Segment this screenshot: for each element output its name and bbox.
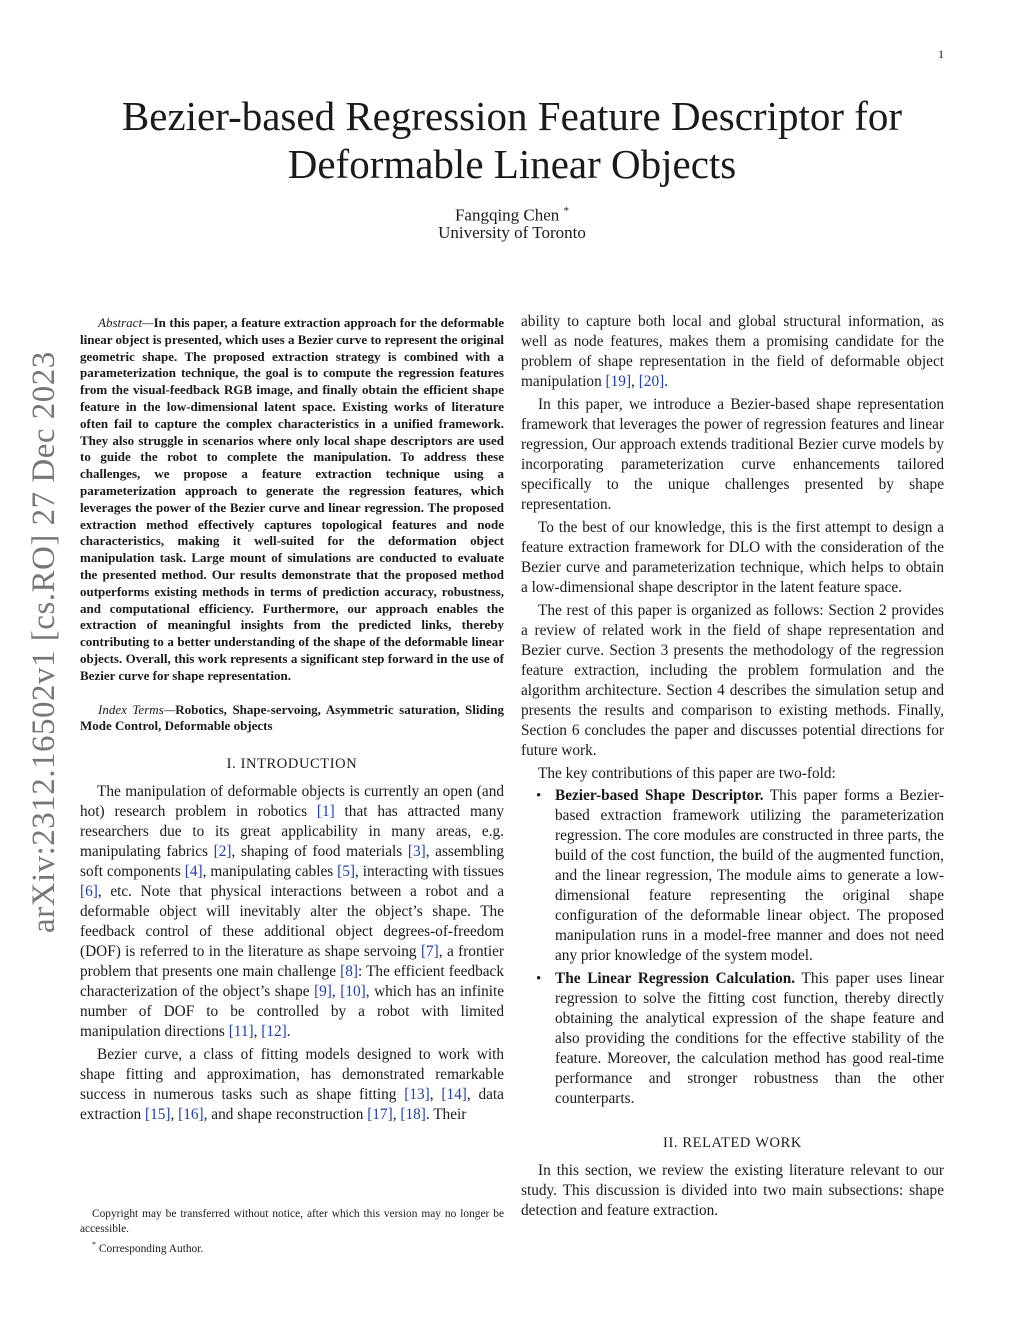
abstract [80,315,504,685]
list-item [521,786,944,966]
citation-link[interactable]: [16] [178,1106,204,1124]
page-number: 1 [938,47,944,61]
citation-link[interactable]: [18] [400,1106,426,1124]
citation-link[interactable]: [3] [407,843,426,861]
affiliation: University of Toronto [438,223,586,242]
index-terms [80,702,504,736]
right-paragraph-2: In this paper, we introduce a Bezier-based shape representation framework that leverages the power of regression features and linear regression, Our approach extends traditional Bezier curve models by incorporating parameterization curve enhancements tailored specifically to the unique challenges presented by shape representation. [521,396,944,513]
intro-paragraph-1: The manipulation of deformable objects is currently an open (and hot) research problem in robotics [1] that has attracted many researchers due to its great applicability in many areas, e.g. manipulating fabrics [2], shaping of food materials [3], assembling soft components [4], manipulating cables [5], interacting with tissues [6], etc. Note that physical interactions between a robot and a deformable object will inevitably alter the object’s shape. The feedback control of these additional object degrees-of-freedom (DOF) is referred to in the literature as shape servoing [7], a frontier problem that presents one main challenge [8]: The efficient feedback characterization of the object’s shape [9], [10], which has an infinite number of DOF to be controlled by a robot with limited manipulation directions [11], [12]. [80,783,505,1041]
right-paragraph-5: The key contributions of this paper are two-fold: [538,765,836,782]
contribution-text: This paper uses linear regression to solve the fitting cost function, thereby directly obtaining the analytical expression of the shape feature and also providing the conditions for the effective stability of the feature. Moreover, the calculation method has good real-time performance and stronger robustness than the other counterparts. [555,970,944,1107]
index-terms-text: Robotics, Shape-servoing, Asymmetric saturation, Sliding Mode Control, Deformable objects [80,701,504,734]
arxiv-stamp: arXiv:2312.16502v1 [cs.RO] 27 Dec 2023 [26,351,62,933]
citation-link[interactable]: [9] [314,983,332,1001]
section-title: RELATED WORK [682,1135,802,1151]
left-column [80,315,504,1125]
intro-paragraph-2: Bezier curve, a class of fitting models designed to work with shape fitting and approximation, has demonstrated remarkable success in numerous tasks such as shape fitting [13], [14], data extraction [15], [16], and shape reconstruction [17], [18]. Their [80,1046,504,1124]
citation-link[interactable]: [12] [261,1023,287,1041]
abstract-text: In this paper, a feature extraction approach for the deformable linear object is presented, which uses a Bezier curve to represent the original geometric shape. The proposed extraction strategy is combined with a parameterization technique, the goal is to compute the regression features from the visual-feedback RGB image, and finally obtain the efficient shape feature in the low-dimensional latent space. Existing works of literature often fail to capture the complex characteristics in a unified framework. They also struggle in scenarios where only local shape descriptors are used to guide the robot to complete the manipulation. To address these challenges, we propose a feature extraction technique using a parameterization approach to generate the regression features, which leverages the power of the Bezier curve and linear regression. The proposed extraction method effectively captures topological features and node characteristics, making it well-suited for the deformation object manipulation task. Large mount of simulations are conducted to evaluate the presented method. Our results demonstrate that the proposed method outperforms existing methods in terms of prediction accuracy, robustness, and computational efficiency. Furthermore, our approach enables the extraction of meaningful insights from the predicted links, thereby contributing to a better understanding of the shape of the deformable linear objects. Overall, this work represents a significant step forward in the use of Bezier curve for shape representation. [80,315,504,683]
section-heading-related-work [521,1133,944,1153]
citation-link[interactable]: [11] [228,1023,254,1041]
citation-link[interactable]: [6] [80,883,98,901]
citation-link[interactable]: [1] [316,803,335,821]
citation-link[interactable]: [14] [441,1086,467,1104]
paper-title: Bezier-based Regression Feature Descriptor for Deformable Linear Objects [121,93,903,187]
citation-link[interactable]: [15] [144,1106,171,1124]
right-paragraph-4: The rest of this paper is organized as follows: Section 2 provides a review of related work in the field of shape representation and Bezier curve. Section 3 presents the methodology of the regression feature extraction, including the problem formulation and the algorithm architecture. Section 4 describes the simulation setup and presents the results and comparison to existing methods. Finally, Section 6 concludes the paper and discusses potential directions for future work. [521,602,944,759]
citation-link[interactable]: [8] [340,963,358,981]
related-paragraph-1: In this section, we review the existing literature relevant to our study. This discussion is divided into two main subsections: shape detection and feature extraction. [521,1162,944,1219]
contributions-list [521,786,944,1109]
contribution-title: Bezier-based Shape Descriptor. [555,787,764,804]
citation-link[interactable]: [17] [367,1106,393,1124]
right-paragraph-1: ability to capture both local and global structural information, as well as node features, makes them a promising candidate for the problem of shape representation in the field of deformable object manipulation [19], [20]. [521,313,944,390]
citation-link[interactable]: [20] [638,373,665,390]
citation-link[interactable]: [10] [340,983,366,1001]
index-terms-lead: Index Terms— [98,701,176,717]
citation-link[interactable]: [5] [337,863,355,881]
citation-link[interactable]: [19] [605,373,632,390]
citation-link[interactable]: [2] [213,843,232,861]
list-item [521,969,944,1109]
right-column [521,312,944,1221]
citation-link[interactable]: [7] [420,943,439,961]
section-number: II. [663,1135,679,1151]
contribution-text: This paper forms a Bezier-based extraction framework utilizing the parameterization regression. The core modules are constructed in three parts, the build of the cost function, the build of the augmented function, and the linear regression, The module aims to generate a low-dimensional feature representing the original shape configuration of the deformable linear object. The proposed manipulation runs in a model-free manner and does not need any prior knowledge of the system model. [555,787,944,964]
citation-link[interactable]: [4] [184,863,203,881]
citation-link[interactable]: [13] [404,1086,430,1104]
author-mark: * [563,205,570,217]
contribution-title: The Linear Regression Calculation. [555,970,796,987]
author-name: Fangqing Chen [454,205,560,225]
section-heading-introduction [80,754,504,774]
bullet-icon: • [536,971,542,987]
abstract-lead: Abstract— [98,315,154,330]
bullet-icon: • [536,788,542,804]
section-number: I. [226,756,237,773]
corresponding-footnote: * Corresponding Author. [92,1240,204,1255]
footnotes [80,1207,504,1257]
copyright-footnote: Copyright may be transferred without notice, after which this version may no longer be accessible. [80,1208,504,1235]
section-title: INTRODUCTION [240,756,358,773]
right-paragraph-3: To the best of our knowledge, this is the first attempt to design a feature extraction framework for DLO with the consideration of the Bezier curve and parameterization technique, which helps to obtain a low-dimensional shape descriptor in the latent feature space. [521,519,944,596]
